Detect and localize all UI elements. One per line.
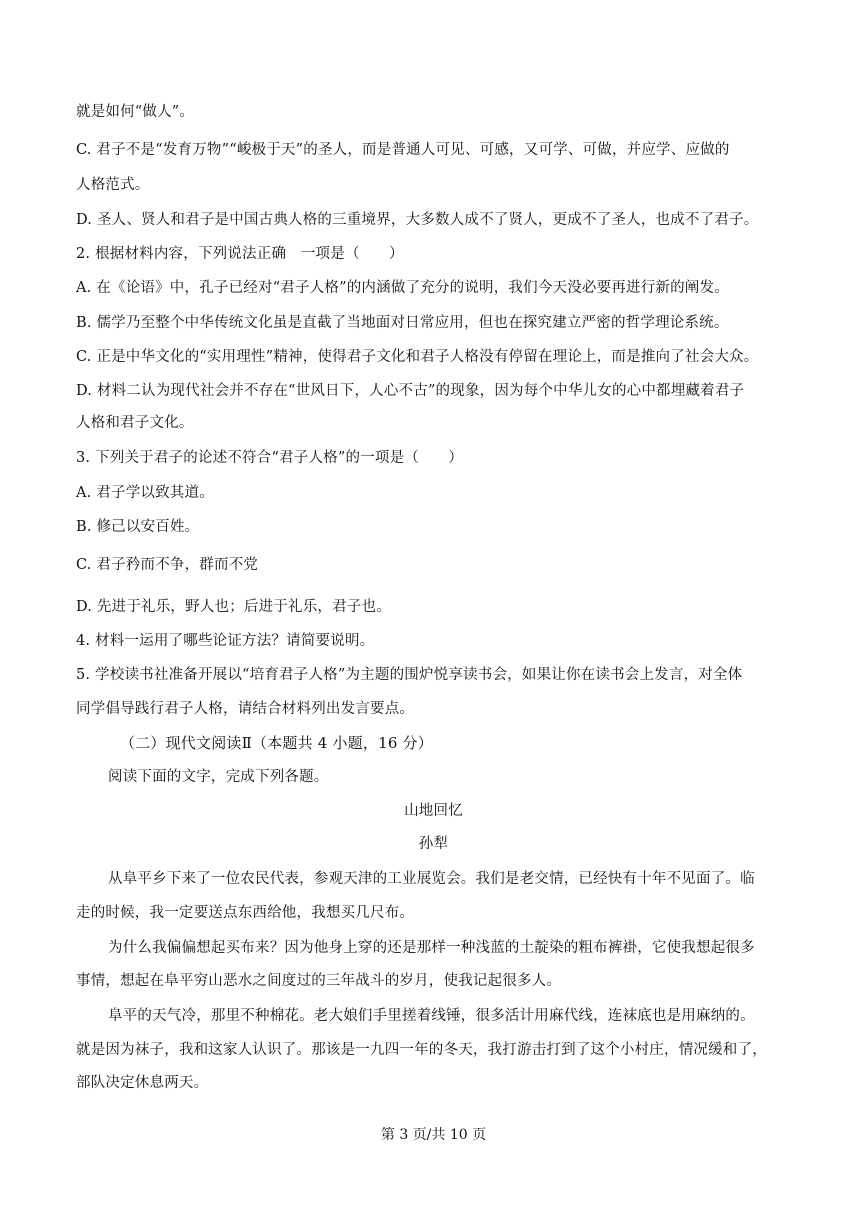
author: 孙犁 bbox=[418, 836, 449, 852]
question-4: 4. 材料一运用了哪些论证方法？请简要说明。 bbox=[76, 633, 375, 649]
option-d-line: D. 圣人、贤人和君子是中国古典人格的三重境界，大多数人成不了贤人，更成不了圣人，也成不了君子。 bbox=[76, 212, 759, 228]
q3-option-c: C. 君子矜而不争，群而不党 bbox=[76, 557, 259, 573]
option-c-line-1: C. 君子不是“发育万物”“峻极于天”的圣人，而是普通人可见、可感，又可学、可做，并应学、应做的 bbox=[76, 142, 730, 158]
text-line: 就是如何“做人”。 bbox=[76, 104, 195, 120]
story-line: 从阜平乡下来了一位农民代表，参观天津的工业展览会。我们是老交情，已经快有十年不见面了。临 bbox=[108, 871, 755, 887]
option-c-line-2: 人格范式。 bbox=[76, 177, 150, 193]
q2-option-a: A. 在《论语》中，孔子已经对“君子人格”的内涵做了充分的说明，我们今天没必要再进行新的阐发。 bbox=[76, 280, 729, 296]
question-5-line-1: 5. 学校读书社准备开展以“培育君子人格”为主题的围炉悦享读书会，如果让你在读书会上发言，对全体 bbox=[76, 667, 743, 683]
q3-option-d: D. 先进于礼乐，野人也；后进于礼乐，君子也。 bbox=[76, 599, 391, 615]
story-line: 阜平的天气冷，那里不种棉花。老大娘们手里搓着线锤，很多活计用麻代线，连袜底也是用麻纳的。 bbox=[108, 1008, 755, 1024]
story-line: 就是因为袜子，我和这家人认识了。那该是一九四一年的冬天，我打游击打到了这个小村庄，情况缓和了， bbox=[76, 1042, 767, 1058]
question-5-line-2: 同学倡导践行君子人格，请结合材料列出发言要点。 bbox=[76, 701, 415, 717]
q3-option-a: A. 君子学以致其道。 bbox=[76, 485, 214, 501]
question-3: 3. 下列关于君子的论述不符合“君子人格”的一项是（ ） bbox=[76, 450, 464, 466]
q2-option-d-line-1: D. 材料二认为现代社会并不存在“世风日下，人心不古”的现象，因为每个中华儿女的心中都埋藏着君子 bbox=[76, 383, 745, 399]
instruction: 阅读下面的文字，完成下列各题。 bbox=[108, 769, 329, 785]
q2-option-c: C. 正是中华文化的“实用理性”精神，使得君子文化和君子人格没有停留在理论上，而是推向了社会大众。 bbox=[76, 349, 759, 365]
q2-option-b: B. 儒学乃至整个中华传统文化虽是直截了当地面对日常应用，但也在探究建立严密的哲学理论系统。 bbox=[76, 315, 729, 331]
section-heading: （二）现代文阅读Ⅱ（本题共 4 小题，16 分） bbox=[120, 734, 433, 752]
q3-option-b: B. 修己以安百姓。 bbox=[76, 519, 200, 535]
question-2: 2. 根据材料内容，下列说法正确 一项是（ ） bbox=[76, 246, 404, 262]
story-title: 山地回忆 bbox=[404, 803, 463, 819]
story-line: 事情，想起在阜平穷山恶水之间度过的三年战斗的岁月，使我记起很多人。 bbox=[76, 973, 562, 989]
q2-option-d-line-2: 人格和君子文化。 bbox=[76, 415, 194, 431]
story-line: 为什么我偏偏想起买布来？因为他身上穿的还是那样一种浅蓝的土靛染的粗布裤褂，它使我想起很多 bbox=[108, 940, 755, 956]
story-line: 走的时候，我一定要送点东西给他，我想买几尺布。 bbox=[76, 905, 415, 921]
page-footer: 第 3 页/共 10 页 bbox=[380, 1127, 487, 1143]
story-line: 部队决定休息两天。 bbox=[76, 1075, 209, 1091]
